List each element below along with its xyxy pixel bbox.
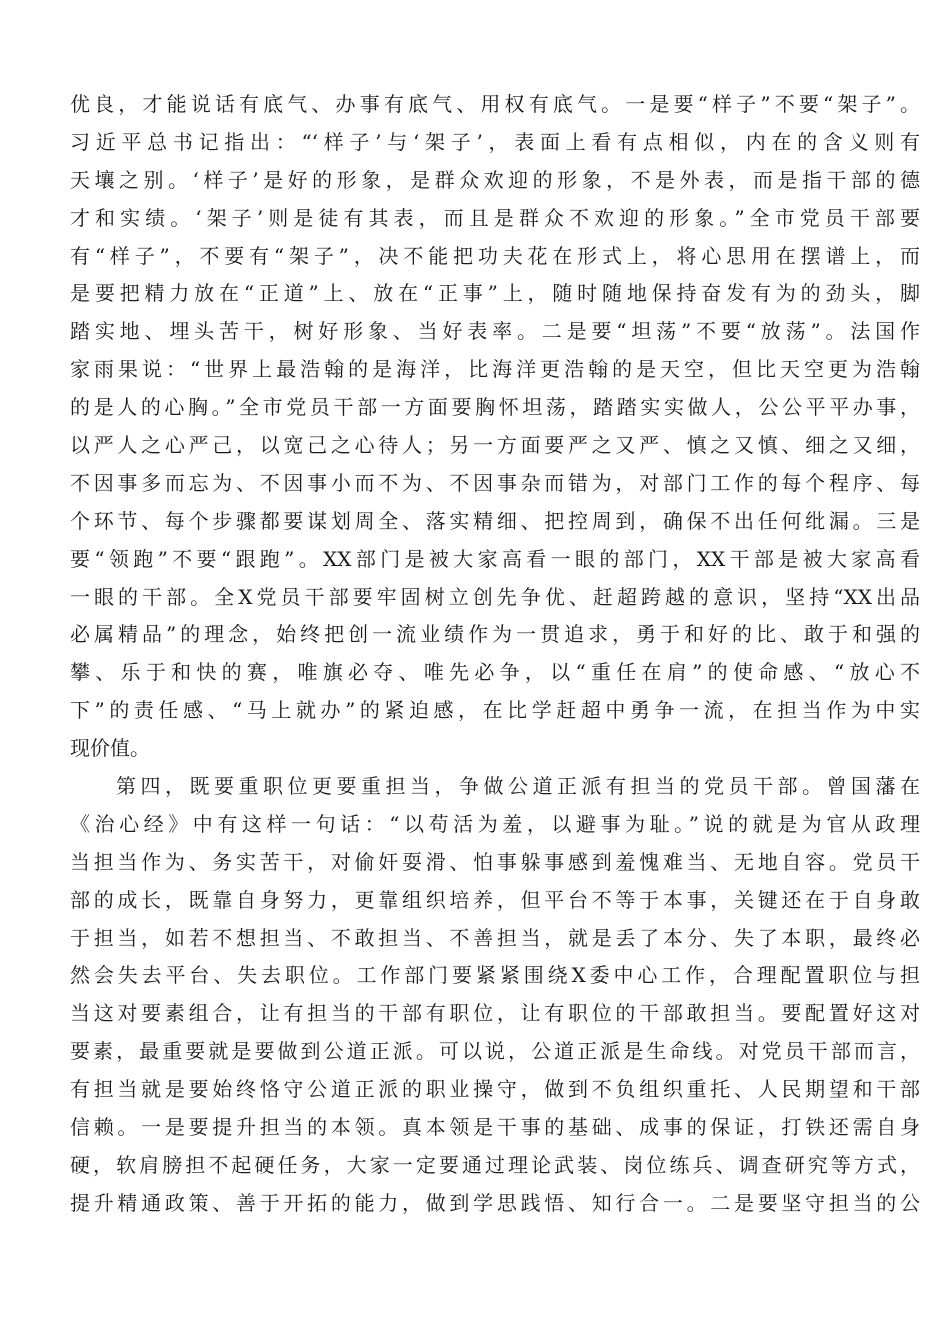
text-line: 提升精通政策、善于开拓的能力，做到学思践悟、知行合一。二是要坚守担当的公	[70, 1190, 920, 1215]
text-line: 《治心经》中有这样一句话：“以苟活为羞，以避事为耻。”说的就是为官从政理	[70, 811, 920, 836]
text-line: 踏实地、埋头苦干，树好形象、当好表率。二是要“坦荡”不要“放荡”。法国作	[70, 319, 920, 344]
text-line: 当这对要素组合，让有担当的干部有职位，让有职位的干部敢担当。要配置好这对	[70, 1001, 920, 1026]
text-line: 一眼的干部。全X党员干部要牢固树立创先争优、赶超跨越的意识，坚持“XX出品	[70, 584, 920, 609]
text-line: 是要把精力放在“正道”上、放在“正事”上，随时随地保持奋发有为的劲头，脚	[70, 281, 920, 306]
text-line: 攀、乐于和快的赛，唯旗必夺、唯先必争，以“重任在肩”的使命感、“放心不	[70, 660, 920, 685]
text-line: 有担当就是要始终恪守公道正派的职业操守，做到不负组织重托、人民期望和干部	[70, 1077, 920, 1102]
text-line: 才和实绩。‘架子’则是徒有其表，而且是群众不欢迎的形象。”全市党员干部要	[70, 205, 920, 230]
text-line: 优良，才能说话有底气、办事有底气、用权有底气。一是要“样子”不要“架子”。	[70, 92, 920, 116]
text-line: 不因事多而忘为、不因事小而不为、不因事杂而错为，对部门工作的每个程序、每	[70, 470, 920, 495]
text-line: 必属精品”的理念，始终把创一流业绩作为一贯追求，勇于和好的比、敢于和强的	[70, 622, 920, 647]
text-line: 的是人的心胸。”全市党员干部一方面要胸怀坦荡，踏踏实实做人，公公平平办事，	[70, 395, 920, 420]
text-line: 于担当，如若不想担当、不敢担当、不善担当，就是丢了本分、失了本职，最终必	[70, 925, 920, 950]
text-line: 有“样子”，不要有“架子”，决不能把功夫花在形式上，将心思用在摆谱上，而	[70, 243, 920, 268]
text-line: 下”的责任感、“马上就办”的紧迫感，在比学赶超中勇争一流，在担当作为中实	[70, 698, 920, 723]
text-line: 当担当作为、务实苦干，对偷奸耍滑、怕事躲事感到羞愧难当、无地自容。党员干	[70, 849, 920, 874]
text-line: 第四，既要重职位更要重担当，争做公道正派有担当的党员干部。曾国藩在	[116, 774, 920, 799]
document-body	[70, 86, 920, 1223]
text-line: 个环节、每个步骤都要谋划周全、落实精细、把控周到，确保不出任何纰漏。三是	[70, 508, 920, 533]
text-line: 现价值。	[70, 736, 150, 761]
text-line: 然会失去平台、失去职位。工作部门要紧紧围绕X委中心工作，合理配置职位与担	[70, 963, 920, 988]
text-line: 天壤之别。‘样子’是好的形象，是群众欢迎的形象，不是外表，而是指干部的德	[70, 167, 920, 192]
text-line: 习近平总书记指出：“‘样子’与‘架子’，表面上看有点相似，内在的含义则有	[70, 129, 920, 154]
text-line: 以严人之心严己，以宽己之心待人；另一方面要严之又严、慎之又慎、细之又细，	[70, 433, 920, 458]
text-line: 部的成长，既靠自身努力，更靠组织培养，但平台不等于本事，关键还在于自身敢	[70, 887, 920, 912]
text-line: 要素，最重要就是要做到公道正派。可以说，公道正派是生命线。对党员干部而言，	[70, 1039, 920, 1064]
text-line: 信赖。一是要提升担当的本领。真本领是干事的基础、成事的保证，打铁还需自身	[70, 1115, 920, 1140]
text-line: 家雨果说：“世界上最浩翰的是海洋，比海洋更浩翰的是天空，但比天空更为浩翰	[70, 357, 920, 382]
text-line: 要“领跑”不要“跟跑”。XX部门是被大家高看一眼的部门，XX干部是被大家高看	[70, 546, 920, 571]
text-line: 硬，软肩膀担不起硬任务，大家一定要通过理论武装、岗位练兵、调查研究等方式，	[70, 1152, 920, 1177]
